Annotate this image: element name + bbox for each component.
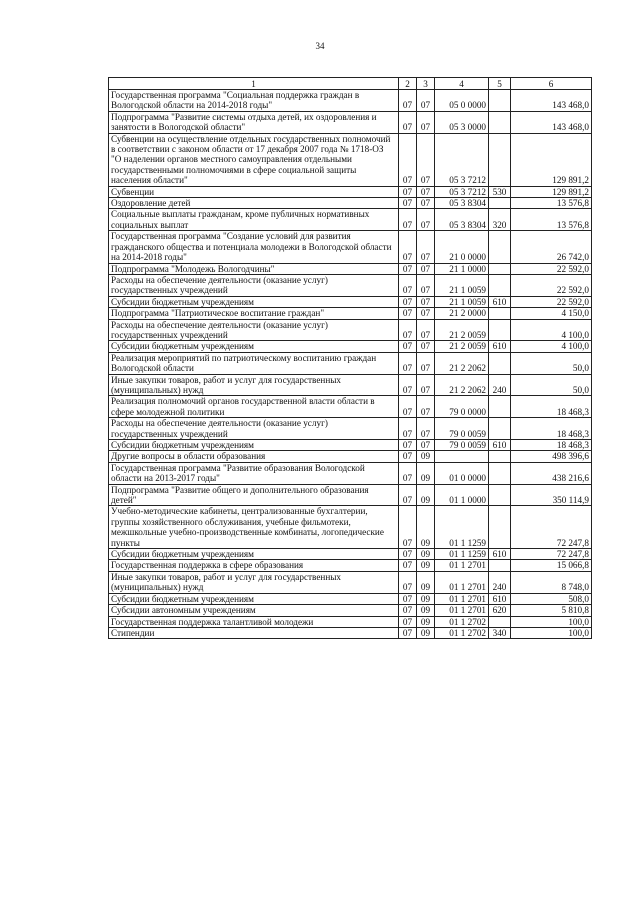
amount-cell: 4 150,0	[511, 308, 592, 319]
amount-cell: 22 592,0	[511, 296, 592, 307]
expense-type-cell	[489, 198, 511, 209]
section-code-cell: 07	[399, 308, 417, 319]
expense-type-cell: 610	[489, 593, 511, 604]
amount-cell: 26 742,0	[511, 231, 592, 263]
subsection-code-cell: 09	[417, 593, 435, 604]
table-row	[109, 186, 592, 197]
amount-cell: 22 592,0	[511, 263, 592, 274]
header-cell: 5	[489, 78, 511, 90]
section-code-cell: 07	[399, 616, 417, 627]
item-name-cell: Подпрограмма "Патриотическое воспитание граждан"	[109, 308, 399, 319]
item-name-cell: Иные закупки товаров, работ и услуг для государственных (муниципальных) нужд	[109, 374, 399, 396]
item-name-cell: Расходы на обеспечение деятельности (оказание услуг) государственных учреждений	[109, 274, 399, 296]
section-code-cell: 07	[399, 274, 417, 296]
amount-cell: 50,0	[511, 374, 592, 396]
section-code-cell: 07	[399, 484, 417, 506]
subsection-code-cell: 07	[417, 440, 435, 451]
item-name-cell: Оздоровление детей	[109, 198, 399, 209]
table-row	[109, 462, 592, 484]
table-row	[109, 440, 592, 451]
amount-cell: 143 468,0	[511, 111, 592, 133]
subsection-code-cell: 07	[417, 90, 435, 112]
subsection-code-cell: 07	[417, 209, 435, 231]
expense-type-cell	[489, 319, 511, 341]
section-code-cell: 07	[399, 90, 417, 112]
target-article-cell: 21 2 0059	[435, 319, 489, 341]
expense-type-cell	[489, 90, 511, 112]
table-row	[109, 209, 592, 231]
subsection-code-cell: 07	[417, 198, 435, 209]
amount-cell: 18 468,3	[511, 440, 592, 451]
target-article-cell: 01 1 2701	[435, 593, 489, 604]
expense-type-cell: 240	[489, 571, 511, 593]
target-article-cell: 21 0 0000	[435, 231, 489, 263]
amount-cell: 13 576,8	[511, 209, 592, 231]
table-row	[109, 605, 592, 616]
section-code-cell: 07	[399, 186, 417, 197]
header-cell: 1	[109, 78, 399, 90]
table-row	[109, 198, 592, 209]
item-name-cell: Подпрограмма "Развитие системы отдыха детей, их оздоровления и занятости в Вологодской области"	[109, 111, 399, 133]
section-code-cell: 07	[399, 111, 417, 133]
expense-type-cell: 610	[489, 440, 511, 451]
table-row	[109, 133, 592, 186]
subsection-code-cell: 09	[417, 560, 435, 571]
amount-cell: 72 247,8	[511, 549, 592, 560]
expense-type-cell	[489, 560, 511, 571]
amount-cell: 50,0	[511, 352, 592, 374]
section-code-cell: 07	[399, 374, 417, 396]
target-article-cell: 05 0 0000	[435, 90, 489, 112]
section-code-cell: 07	[399, 440, 417, 451]
subsection-code-cell: 09	[417, 484, 435, 506]
amount-cell: 4 100,0	[511, 319, 592, 341]
table-row	[109, 341, 592, 352]
target-article-cell: 01 1 2701	[435, 560, 489, 571]
expense-type-cell: 340	[489, 627, 511, 638]
item-name-cell: Подпрограмма "Молодежь Вологодчины"	[109, 263, 399, 274]
target-article-cell: 21 2 0059	[435, 341, 489, 352]
section-code-cell: 07	[399, 593, 417, 604]
expense-type-cell	[489, 396, 511, 418]
target-article-cell: 01 1 2702	[435, 616, 489, 627]
target-article-cell: 01 1 2701	[435, 605, 489, 616]
target-article-cell: 05 3 7212	[435, 186, 489, 197]
target-article-cell: 01 1 2701	[435, 571, 489, 593]
subsection-code-cell: 07	[417, 274, 435, 296]
expense-type-cell	[489, 133, 511, 186]
section-code-cell: 07	[399, 462, 417, 484]
target-article-cell: 05 3 0000	[435, 111, 489, 133]
expense-type-cell: 530	[489, 186, 511, 197]
header-cell: 6	[511, 78, 592, 90]
item-name-cell: Государственная программа "Создание условий для развития гражданского общества и потенциала молодежи в Вологодской области на 2014-2018 годы"	[109, 231, 399, 263]
subsection-code-cell: 07	[417, 352, 435, 374]
table-row	[109, 418, 592, 440]
item-name-cell: Расходы на обеспечение деятельности (оказание услуг) государственных учреждений	[109, 319, 399, 341]
item-name-cell: Подпрограмма "Развитие общего и дополнительного образования детей"	[109, 484, 399, 506]
amount-cell: 129 891,2	[511, 133, 592, 186]
target-article-cell: 01 1 1259	[435, 506, 489, 549]
section-code-cell: 07	[399, 341, 417, 352]
amount-cell: 72 247,8	[511, 506, 592, 549]
section-code-cell: 07	[399, 209, 417, 231]
target-article-cell: 05 3 8304	[435, 198, 489, 209]
subsection-code-cell: 07	[417, 319, 435, 341]
subsection-code-cell: 07	[417, 418, 435, 440]
section-code-cell: 07	[399, 352, 417, 374]
section-code-cell: 07	[399, 560, 417, 571]
table-row	[109, 296, 592, 307]
table-row	[109, 374, 592, 396]
subsection-code-cell: 07	[417, 263, 435, 274]
amount-cell: 22 592,0	[511, 274, 592, 296]
table-row	[109, 263, 592, 274]
subsection-code-cell: 09	[417, 462, 435, 484]
table-header-row	[109, 78, 592, 90]
target-article-cell	[435, 451, 489, 462]
target-article-cell: 01 1 2702	[435, 627, 489, 638]
amount-cell: 5 810,8	[511, 605, 592, 616]
item-name-cell: Субсидии бюджетным учреждениям	[109, 341, 399, 352]
subsection-code-cell: 09	[417, 627, 435, 638]
item-name-cell: Государственная программа "Социальная поддержка граждан в Вологодской области на 2014-2018 годы"	[109, 90, 399, 112]
section-code-cell: 07	[399, 231, 417, 263]
subsection-code-cell: 09	[417, 506, 435, 549]
subsection-code-cell: 07	[417, 186, 435, 197]
page-number: 34	[315, 41, 325, 51]
table-row	[109, 616, 592, 627]
target-article-cell: 01 0 0000	[435, 462, 489, 484]
item-name-cell: Государственная программа "Развитие образования Вологодской области на 2013-2017 годы"	[109, 462, 399, 484]
section-code-cell: 07	[399, 418, 417, 440]
expense-type-cell	[489, 231, 511, 263]
subsection-code-cell: 09	[417, 605, 435, 616]
expense-type-cell	[489, 352, 511, 374]
target-article-cell: 79 0 0059	[435, 440, 489, 451]
amount-cell: 100,0	[511, 616, 592, 627]
expense-type-cell	[489, 274, 511, 296]
table-row	[109, 506, 592, 549]
target-article-cell: 21 1 0059	[435, 296, 489, 307]
expense-type-cell	[489, 418, 511, 440]
target-article-cell: 05 3 7212	[435, 133, 489, 186]
expense-type-cell: 320	[489, 209, 511, 231]
item-name-cell: Учебно-методические кабинеты, централизованные бухгалтерии, группы хозяйственного обслуживания, учебные фильмотеки, межшкольные учебно-производственные комбинаты, логопедические пункты	[109, 506, 399, 549]
subsection-code-cell: 07	[417, 341, 435, 352]
expense-type-cell	[489, 111, 511, 133]
table-row	[109, 560, 592, 571]
table-row	[109, 319, 592, 341]
section-code-cell: 07	[399, 319, 417, 341]
item-name-cell: Государственная поддержка в сфере образования	[109, 560, 399, 571]
subsection-code-cell: 09	[417, 549, 435, 560]
amount-cell: 143 468,0	[511, 90, 592, 112]
expense-type-cell	[489, 484, 511, 506]
target-article-cell: 21 2 2062	[435, 352, 489, 374]
table-row	[109, 308, 592, 319]
item-name-cell: Субвенции	[109, 186, 399, 197]
amount-cell: 350 114,9	[511, 484, 592, 506]
expense-type-cell	[489, 263, 511, 274]
section-code-cell: 07	[399, 133, 417, 186]
table-row	[109, 549, 592, 560]
table-row	[109, 451, 592, 462]
item-name-cell: Субсидии бюджетным учреждениям	[109, 440, 399, 451]
section-code-cell: 07	[399, 549, 417, 560]
section-code-cell: 07	[399, 263, 417, 274]
expense-type-cell: 610	[489, 549, 511, 560]
target-article-cell: 05 3 8304	[435, 209, 489, 231]
target-article-cell: 21 2 2062	[435, 374, 489, 396]
item-name-cell: Субсидии бюджетным учреждениям	[109, 296, 399, 307]
amount-cell: 18 468,3	[511, 418, 592, 440]
target-article-cell: 01 1 0000	[435, 484, 489, 506]
amount-cell: 129 891,2	[511, 186, 592, 197]
target-article-cell: 21 1 0000	[435, 263, 489, 274]
item-name-cell: Реализация мероприятий по патриотическому воспитанию граждан Вологодской области	[109, 352, 399, 374]
header-cell: 4	[435, 78, 489, 90]
item-name-cell: Субсидии автономным учреждениям	[109, 605, 399, 616]
section-code-cell: 07	[399, 605, 417, 616]
header-cell: 2	[399, 78, 417, 90]
expense-type-cell	[489, 506, 511, 549]
expense-type-cell: 240	[489, 374, 511, 396]
table-row	[109, 274, 592, 296]
item-name-cell: Стипендии	[109, 627, 399, 638]
item-name-cell: Иные закупки товаров, работ и услуг для государственных (муниципальных) нужд	[109, 571, 399, 593]
subsection-code-cell: 09	[417, 571, 435, 593]
item-name-cell: Другие вопросы в области образования	[109, 451, 399, 462]
expense-type-cell: 620	[489, 605, 511, 616]
target-article-cell: 79 0 0059	[435, 418, 489, 440]
section-code-cell: 07	[399, 451, 417, 462]
expense-type-cell: 610	[489, 296, 511, 307]
section-code-cell: 07	[399, 198, 417, 209]
subsection-code-cell: 07	[417, 133, 435, 186]
amount-cell: 498 396,6	[511, 451, 592, 462]
amount-cell: 13 576,8	[511, 198, 592, 209]
header-cell: 3	[417, 78, 435, 90]
expense-type-cell	[489, 308, 511, 319]
table-row	[109, 593, 592, 604]
subsection-code-cell: 07	[417, 296, 435, 307]
section-code-cell: 07	[399, 296, 417, 307]
target-article-cell: 01 1 1259	[435, 549, 489, 560]
subsection-code-cell: 07	[417, 308, 435, 319]
item-name-cell: Государственная поддержка талантливой молодежи	[109, 616, 399, 627]
table-row	[109, 90, 592, 112]
amount-cell: 508,0	[511, 593, 592, 604]
section-code-cell: 07	[399, 571, 417, 593]
subsection-code-cell: 07	[417, 111, 435, 133]
expense-type-cell	[489, 462, 511, 484]
table-row	[109, 111, 592, 133]
table-row	[109, 484, 592, 506]
item-name-cell: Субвенции на осуществление отдельных государственных полномочий в соответствии с законом области от 17 декабря 2007 года № 1718-ОЗ "О наделении органов местного самоуправления отдельными государственными полномочиями в сфере социальной защиты населения области"	[109, 133, 399, 186]
subsection-code-cell: 07	[417, 374, 435, 396]
subsection-code-cell: 09	[417, 616, 435, 627]
table-row	[109, 627, 592, 638]
amount-cell: 4 100,0	[511, 341, 592, 352]
amount-cell: 438 216,6	[511, 462, 592, 484]
amount-cell: 100,0	[511, 627, 592, 638]
amount-cell: 18 468,3	[511, 396, 592, 418]
item-name-cell: Реализация полномочий органов государственной власти области в сфере молодежной политики	[109, 396, 399, 418]
table-row	[109, 231, 592, 263]
table-row	[109, 352, 592, 374]
section-code-cell: 07	[399, 627, 417, 638]
expense-type-cell	[489, 616, 511, 627]
amount-cell: 15 066,8	[511, 560, 592, 571]
subsection-code-cell: 07	[417, 396, 435, 418]
amount-cell: 8 748,0	[511, 571, 592, 593]
target-article-cell: 79 0 0000	[435, 396, 489, 418]
table-row	[109, 396, 592, 418]
target-article-cell: 21 1 0059	[435, 274, 489, 296]
item-name-cell: Социальные выплаты гражданам, кроме публичных нормативных социальных выплат	[109, 209, 399, 231]
table-row	[109, 571, 592, 593]
item-name-cell: Субсидии бюджетным учреждениям	[109, 549, 399, 560]
section-code-cell: 07	[399, 506, 417, 549]
section-code-cell: 07	[399, 396, 417, 418]
budget-table	[108, 77, 592, 639]
expense-type-cell	[489, 451, 511, 462]
target-article-cell: 21 2 0000	[435, 308, 489, 319]
item-name-cell: Расходы на обеспечение деятельности (оказание услуг) государственных учреждений	[109, 418, 399, 440]
subsection-code-cell: 07	[417, 231, 435, 263]
expense-type-cell: 610	[489, 341, 511, 352]
subsection-code-cell: 09	[417, 451, 435, 462]
item-name-cell: Субсидии бюджетным учреждениям	[109, 593, 399, 604]
